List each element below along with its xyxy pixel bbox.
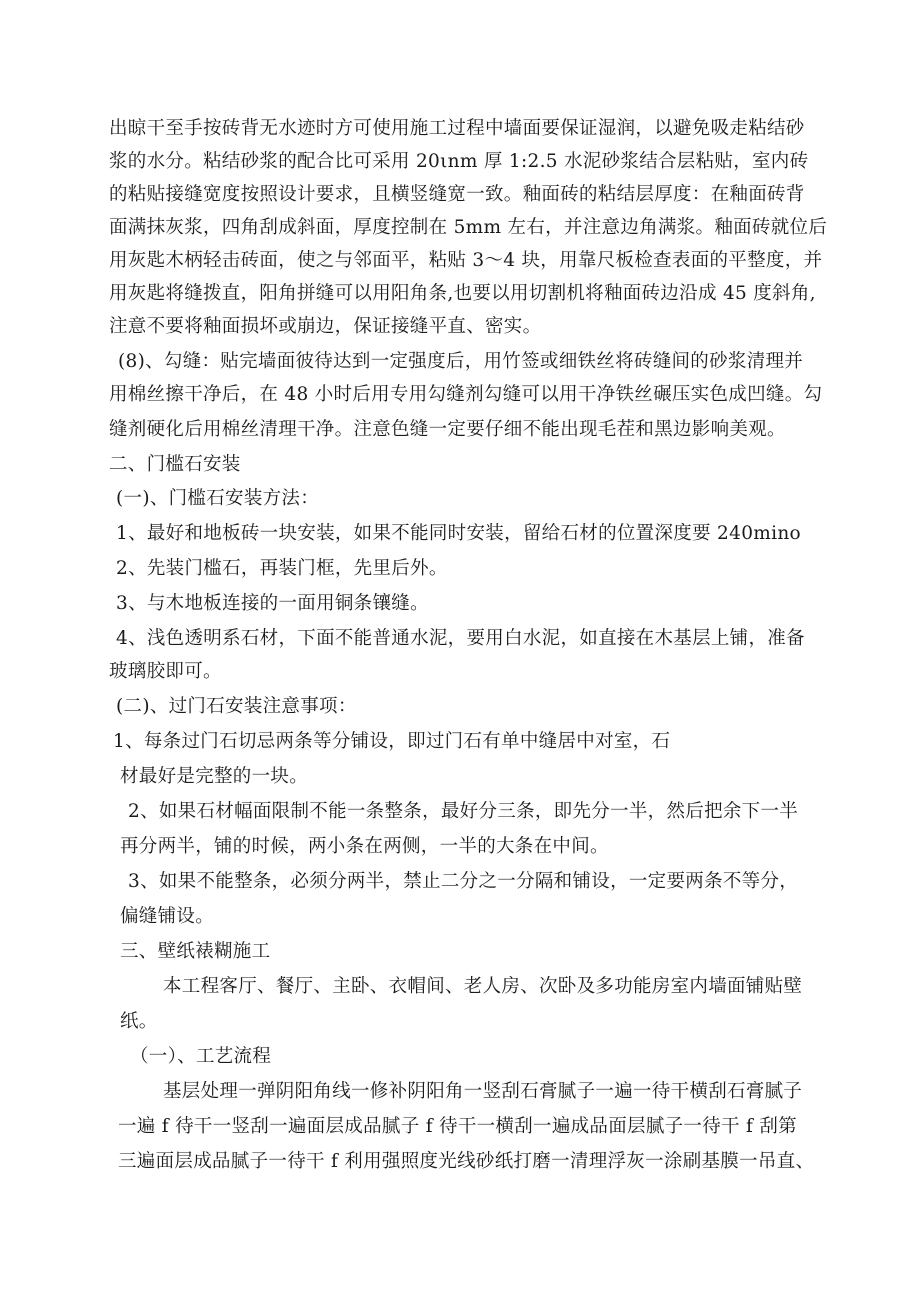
section-heading: 三、壁纸裱糊施工 [120,941,271,962]
text-line: 1、最好和地板砖一块安装，如果不能同时安装，留给石材的位置深度要 240mino [116,523,801,544]
text-line: 玻璃胶即可。 [109,661,222,682]
text-line: 再分两半，铺的时候，两小条在两侧，一半的大条在中间。 [120,836,609,857]
text-line: 基层处理一弹阴阳角线一修补阴阳角一竖刮石膏腻子一遍一待干横刮石膏腻子 [163,1081,803,1102]
text-line: 纸。 [120,1011,158,1032]
text-line: 一遍 f 待干一竖刮一遍面层成品腻子 f 待干一横刮一遍成品面层腻子一待干 f 刮第 [118,1116,797,1137]
text-line: 材最好是完整的一块。 [120,766,309,787]
text-line: 三遍面层成品腻子一待干 f 利用强照度光线砂纸打磨一清理浮灰一涂刷基膜一吊直、 [118,1151,815,1172]
text-line: 2、先装门槛石，再装门框，先里后外。 [116,558,448,579]
section-heading: 二、门槛石安装 [109,454,241,475]
text-line: 本工程客厅、餐厅、主卧、衣帽间、老人房、次卧及多功能房室内墙面铺贴壁 [163,976,803,997]
text-line: 的粘贴接缝宽度按照设计要求，且横竖缝宽一致。釉面砖的粘结层厚度：在釉面砖背 [109,184,805,205]
text-line: 浆的水分。粘结砂浆的配合比可采用 20ιnm 厚 1:2.5 水泥砂浆结合层粘贴，室内砖 [109,151,809,172]
text-line: 用灰匙木柄轻击砖面，使之与邻面平，粘贴 3～4 块，用靠尺板检查表面的平整度，并 [109,250,823,271]
text-line: 出晾干至手按砖背无水迹时方可使用施工过程中墙面要保证湿润，以避免吸走粘结砂 [109,118,805,139]
text-line: 3、与木地板连接的一面用铜条镶缝。 [116,593,429,614]
text-line: 偏缝铺设。 [120,906,215,927]
subsection-heading: （一）、工艺流程 [130,1046,272,1067]
text-line: 1、每条过门石切忌两条等分铺设，即过门石有单中缝居中对室，石 [113,731,671,752]
text-line: 缝剂硬化后用棉丝清理干净。注意色缝一定要仔细不能出现毛茬和黑边影响美观。 [109,419,786,440]
subsection-heading: (一)、门槛石安装方法： [116,488,320,509]
text-line: 用灰匙将缝拨直，阳角拼缝可以用阳角条,也要以用切割机将釉面砖边沿成 45 度斜角, [109,283,816,304]
text-line: 注意不要将釉面损坏或崩边，保证接缝平直、密实。 [109,316,542,337]
text-line: 3、如果不能整条，必须分两半，禁止二分之一分隔和铺设，一定要两条不等分， [128,871,799,892]
subsection-heading: (二)、过门石安装注意事项： [116,696,357,717]
text-line: 用棉丝擦干净后，在 48 小时后用专用勾缝剂勾缝可以用干净铁丝碾压实色成凹缝。勾 [109,384,823,405]
text-line: 4、浅色透明系石材，下面不能普通水泥，要用白水泥，如直接在木基层上铺，准备 [116,628,805,649]
text-line: 2、如果石材幅面限制不能一条整条，最好分三条，即先分一半，然后把余下一半 [128,801,799,822]
text-line: (8)、勾缝：贴完墙面彼待达到一定强度后，用竹签或细铁丝将砖缝间的砂浆清理并 [118,351,804,372]
text-line: 面满抹灰浆，四角刮成斜面，厚度控制在 5mm 左右，并注意边角满浆。釉面砖就位后 [109,217,828,238]
